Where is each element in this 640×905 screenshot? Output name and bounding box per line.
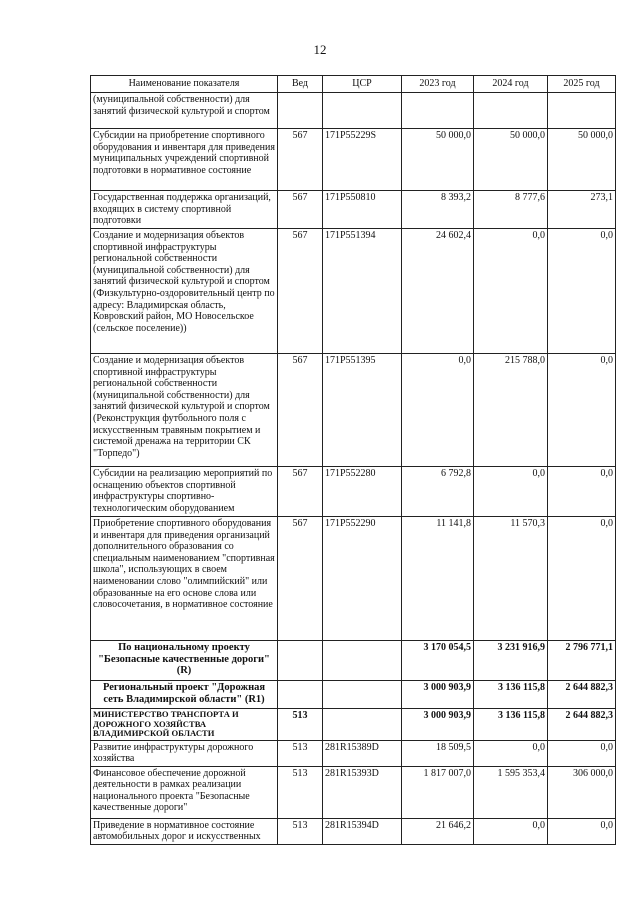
table-row: [91, 191, 616, 229]
header-ved: Вед: [278, 76, 323, 93]
row-2024: [474, 93, 548, 129]
row-csr: [323, 681, 402, 709]
table-row: [91, 129, 616, 191]
row-name: Приобретение спортивного оборудования и инвентаря для приведения организаций дополнительного образования со специальным наименованием "спортивная школа", использующих в своем наименовании слово "олимпийский" или образованные на его основе слова или словосочетания, в нормативное состояние: [91, 517, 278, 641]
row-ved: 513: [278, 766, 323, 818]
table-row-regional-project: [91, 681, 616, 709]
row-name: Региональный проект "Дорожная сеть Владимирской области" (R1): [91, 681, 278, 709]
table-row: [91, 740, 616, 766]
row-ved: 567: [278, 191, 323, 229]
row-2025: 0,0: [548, 467, 616, 517]
row-name: Государственная поддержка организаций, входящих в систему спортивной подготовки: [91, 191, 278, 229]
row-csr: 281R15394D: [323, 818, 402, 844]
row-name: Развитие инфраструктуры дорожного хозяйства: [91, 740, 278, 766]
header-csr: ЦСР: [323, 76, 402, 93]
table-row-ministry: [91, 709, 616, 741]
row-2023: 8 393,2: [402, 191, 474, 229]
row-2024: 3 231 916,9: [474, 641, 548, 681]
row-2025: 2 644 882,3: [548, 681, 616, 709]
row-2025: 306 000,0: [548, 766, 616, 818]
header-name: Наименование показателя: [91, 76, 278, 93]
row-2024: 11 570,3: [474, 517, 548, 641]
row-csr: [323, 709, 402, 741]
row-ved: [278, 641, 323, 681]
row-2023: 3 000 903,9: [402, 709, 474, 741]
table-row: [91, 93, 616, 129]
row-ved: 513: [278, 818, 323, 844]
row-name: Субсидии на реализацию мероприятий по оснащению объектов спортивной инфраструктуры спортивно-технологическим оборудованием: [91, 467, 278, 517]
row-2024: 3 136 115,8: [474, 681, 548, 709]
row-2023: 3 170 054,5: [402, 641, 474, 681]
row-csr: 171P552290: [323, 517, 402, 641]
row-csr: 171P550810: [323, 191, 402, 229]
row-2025: 50 000,0: [548, 129, 616, 191]
row-name: По национальному проекту "Безопасные качественные дороги" (R): [91, 641, 278, 681]
row-2023: 21 646,2: [402, 818, 474, 844]
row-2025: 0,0: [548, 818, 616, 844]
row-2024: 0,0: [474, 818, 548, 844]
row-2023: 18 509,5: [402, 740, 474, 766]
header-2025: 2025 год: [548, 76, 616, 93]
budget-table: [90, 75, 616, 845]
row-ved: 567: [278, 229, 323, 354]
row-name: Субсидии на приобретение спортивного оборудования и инвентаря для приведения муниципальных учреждений спортивной подготовки в нормативное состояние: [91, 129, 278, 191]
row-2025: [548, 93, 616, 129]
row-csr: 171P55229S: [323, 129, 402, 191]
row-name: Финансовое обеспечение дорожной деятельности в рамках реализации национального проекта "Безопасные качественные дороги": [91, 766, 278, 818]
row-ved: 567: [278, 354, 323, 467]
row-2023: 0,0: [402, 354, 474, 467]
row-ved: [278, 93, 323, 129]
row-ved: 567: [278, 467, 323, 517]
row-2025: 0,0: [548, 229, 616, 354]
row-csr: 171P551394: [323, 229, 402, 354]
row-2024: 215 788,0: [474, 354, 548, 467]
row-2023: 6 792,8: [402, 467, 474, 517]
table-row: [91, 517, 616, 641]
row-csr: [323, 93, 402, 129]
row-2025: 2 644 882,3: [548, 709, 616, 741]
row-csr: [323, 641, 402, 681]
table-row: [91, 766, 616, 818]
row-csr: 281R15393D: [323, 766, 402, 818]
row-ved: 567: [278, 517, 323, 641]
header-2024: 2024 год: [474, 76, 548, 93]
table-header-row: [91, 76, 616, 93]
row-2023: 1 817 007,0: [402, 766, 474, 818]
row-2025: 0,0: [548, 740, 616, 766]
row-ved: 567: [278, 129, 323, 191]
table-row-national-project: [91, 641, 616, 681]
page-number: 12: [313, 42, 327, 57]
table-row: [91, 467, 616, 517]
row-csr: 171P552280: [323, 467, 402, 517]
row-2024: 1 595 353,4: [474, 766, 548, 818]
row-2024: 3 136 115,8: [474, 709, 548, 741]
row-2023: 24 602,4: [402, 229, 474, 354]
table-row: [91, 818, 616, 844]
row-ved: [278, 681, 323, 709]
row-2024: 0,0: [474, 740, 548, 766]
row-2024: 50 000,0: [474, 129, 548, 191]
row-csr: 281R15389D: [323, 740, 402, 766]
row-2024: 0,0: [474, 229, 548, 354]
row-csr: 171P551395: [323, 354, 402, 467]
row-2023: 11 141,8: [402, 517, 474, 641]
row-ved: 513: [278, 740, 323, 766]
row-name: Создание и модернизация объектов спортивной инфраструктуры региональной собственности (муниципальной собственности) для занятий физической культурой и спортом (Реконструкция футбольного поля с искусственным травяным покрытием и системой дренажа на территории СК "Торпедо"): [91, 354, 278, 467]
row-2025: 0,0: [548, 354, 616, 467]
row-2025: 0,0: [548, 517, 616, 641]
row-name: МИНИСТЕРСТВО ТРАНСПОРТА И ДОРОЖНОГО ХОЗЯЙСТВА ВЛАДИМИРСКОЙ ОБЛАСТИ: [91, 709, 278, 741]
row-2024: 8 777,6: [474, 191, 548, 229]
row-name: (муниципальной собственности) для занятий физической культурой и спортом: [91, 93, 278, 129]
row-2023: 50 000,0: [402, 129, 474, 191]
header-2023: 2023 год: [402, 76, 474, 93]
row-2023: 3 000 903,9: [402, 681, 474, 709]
table-row: [91, 229, 616, 354]
row-2024: 0,0: [474, 467, 548, 517]
row-2023: [402, 93, 474, 129]
row-ved: 513: [278, 709, 323, 741]
row-2025: 273,1: [548, 191, 616, 229]
row-name: Создание и модернизация объектов спортивной инфраструктуры региональной собственности (муниципальной собственности) для занятий физической культурой и спортом (Физкультурно-оздоровительный центр по адресу: Владимирская область, Ковровский район, МО Новосельское (сельское поселение)): [91, 229, 278, 354]
row-2025: 2 796 771,1: [548, 641, 616, 681]
row-name: Приведение в нормативное состояние автомобильных дорог и искусственных: [91, 818, 278, 844]
table-row: [91, 354, 616, 467]
